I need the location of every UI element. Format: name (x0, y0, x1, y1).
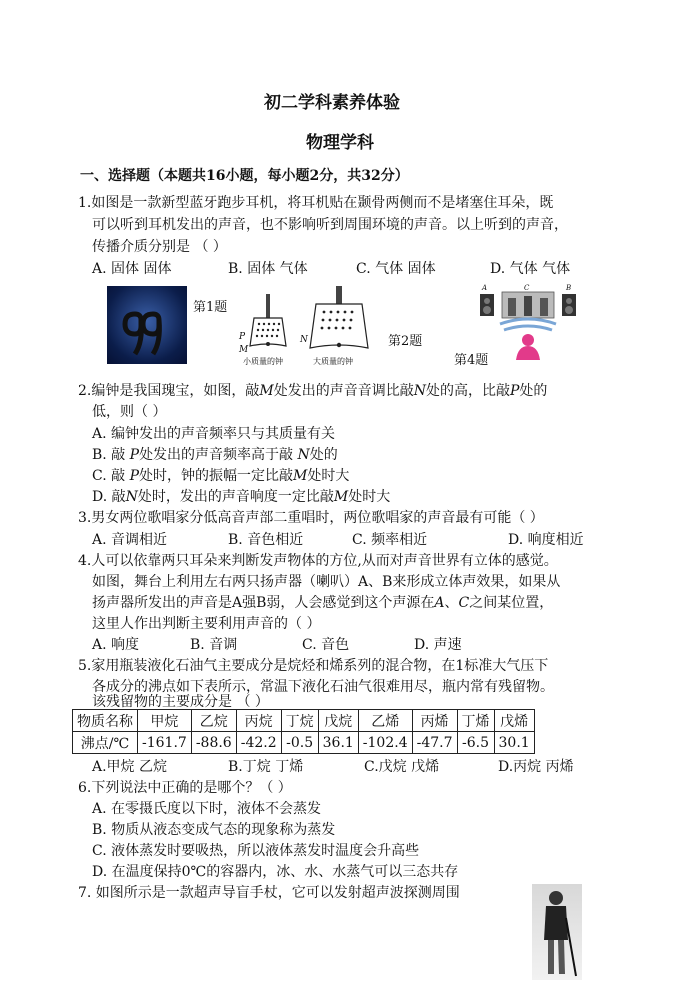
section-heading: 一、选择题（本题共16小题，每小题2分，共32分） (80, 168, 409, 184)
q1-option-b: B. 固体 气体 (228, 261, 308, 277)
q3-line1: 3.男女两位歌唱家分低高音声部二重唱时，两位歌唱家的声音最有可能（ ） (78, 510, 544, 526)
q2-option-b: B. 敲 P处发出的声音频率高于敲 N处的 (92, 447, 338, 463)
q6-option-c: C. 液体蒸发时要吸热，所以液体蒸发时温度会升高些 (92, 843, 420, 859)
bell-label-p: P (239, 332, 246, 342)
q4-line3: 扬声器所发出的声音是A强B弱，人会感觉到这个声源在A、C之间某位置， (92, 595, 554, 611)
table-cell: -42.2 (236, 732, 281, 754)
table-cell: 乙烷 (191, 710, 236, 732)
table-cell: 丙烷 (236, 710, 281, 732)
q4-option-d: D. 声速 (414, 637, 462, 653)
fig4-label: 第4题 (454, 353, 489, 368)
speaker-label-b: B (566, 284, 572, 292)
q2-option-d: D. 敲N处时，发出的声音响度一定比敲M处时大 (92, 489, 391, 505)
q4-line2: 如图，舞台上利用左右两只扬声器（喇叭）A、B来形成立体声效果，如果从 (92, 574, 561, 590)
table-cell: 甲烷 (138, 710, 192, 732)
table-cell: -102.4 (358, 732, 412, 754)
table-cell: 沸点/℃ (73, 732, 138, 754)
table-cell: 30.1 (494, 732, 534, 754)
q6-option-a: A. 在零摄氏度以下时，液体不会蒸发 (92, 801, 322, 817)
q2-line1: 2.编钟是我国瑰宝，如图，敲M处发出的声音音调比敲N处的高，比敲P处的 (78, 383, 548, 399)
q6-line1: 6.下列说法中正确的是哪个？（ ） (78, 780, 292, 796)
q3-option-c: C. 频率相近 (352, 532, 428, 548)
bell-small-caption: 小质量的钟 (243, 357, 283, 366)
table-cell: 丙烯 (412, 710, 457, 732)
q4-option-b: B. 音调 (190, 637, 238, 653)
q2-line2: 低，则（ ） (92, 404, 167, 420)
q1-line1: 1.如图是一款新型蓝牙跑步耳机，将耳机贴在颞骨两侧而不是堵塞住耳朵，既 (78, 195, 554, 211)
table-cell: 丁烯 (457, 710, 494, 732)
q6-option-d: D. 在温度保持0℃的容器内，冰、水、水蒸气可以三态共存 (92, 864, 459, 880)
q3-option-d: D. 响度相近 (508, 532, 584, 548)
q1-line3: 传播介质分别是 （ ） (92, 239, 227, 255)
q4-line4: 这里人作出判断主要利用声音的（ ） (92, 616, 321, 632)
stage-label-c: C (524, 284, 530, 292)
earphone-image (107, 286, 187, 364)
table-cell: 丁烷 (281, 710, 318, 732)
q3-option-b: B. 音色相近 (228, 532, 304, 548)
q1-option-c: C. 气体 固体 (356, 261, 436, 277)
q4-option-c: C. 音色 (302, 637, 350, 653)
q2-option-a: A. 编钟发出的声音频率只与其质量有关 (92, 426, 336, 442)
table-cell: -47.7 (412, 732, 457, 754)
table-cell: 戊烷 (318, 710, 358, 732)
q5-option-d: D.丙烷 丙烯 (498, 759, 574, 775)
q4-line1: 4.人可以依靠两只耳朵来判断发声物体的方位,从而对声音世界有立体的感觉。 (78, 553, 558, 569)
q5-option-b: B.丁烷 丁烯 (228, 759, 304, 775)
q6-option-b: B. 物质从液态变成气态的现象称为蒸发 (92, 822, 336, 838)
bell-label-n: N (300, 335, 308, 345)
speaker-label-a: A (482, 284, 488, 292)
q1-line2: 可以听到耳机发出的声音，也不影响听到周围环境的声音。以上听到的声音， (92, 217, 568, 233)
table-cell: -88.6 (191, 732, 236, 754)
bell-large-caption: 大质量的钟 (313, 357, 353, 366)
table-cell: -161.7 (138, 732, 192, 754)
q4-option-a: A. 响度 (92, 637, 140, 653)
q5-option-c: C.戊烷 戊烯 (364, 759, 440, 775)
bell-label-m: M (239, 345, 249, 355)
table-cell: 戊烯 (494, 710, 534, 732)
q1-option-a: A. 固体 固体 (92, 261, 172, 277)
page-title: 初二学科素养体验 (264, 93, 400, 113)
table-cell: 36.1 (318, 732, 358, 754)
blind-cane-photo (532, 884, 582, 980)
q7-line1: 7. 如图所示是一款超声导盲手杖，它可以发射超声波探测周围 (78, 885, 460, 901)
q5-line3: 该残留物的主要成分是 （ ） (92, 694, 269, 710)
fig2-label: 第2题 (388, 334, 423, 349)
fig1-label: 第1题 (193, 300, 228, 315)
table-row (73, 732, 535, 754)
q2-option-c: C. 敲 P处时，钟的振幅一定比敲M处时大 (92, 468, 350, 484)
q3-option-a: A. 音调相近 (92, 532, 168, 548)
table-header-row (73, 710, 535, 732)
table-cell: -0.5 (281, 732, 318, 754)
stage-diagram (478, 284, 578, 360)
table-cell: -6.5 (457, 732, 494, 754)
boiling-point-table (72, 709, 535, 754)
q5-line2: 各成分的沸点如下表所示，常温下液化石油气很难用尽，瓶内常有残留物。 (92, 679, 554, 695)
q5-option-a: A.甲烷 乙烷 (92, 759, 168, 775)
table-cell: 物质名称 (73, 710, 138, 732)
q1-option-d: D. 气体 气体 (490, 261, 571, 277)
q5-line1: 5.家用瓶装液化石油气主要成分是烷烃和烯系列的混合物，在1标准大气压下 (78, 658, 549, 674)
page-subtitle: 物理学科 (306, 133, 374, 153)
table-cell: 乙烯 (358, 710, 412, 732)
